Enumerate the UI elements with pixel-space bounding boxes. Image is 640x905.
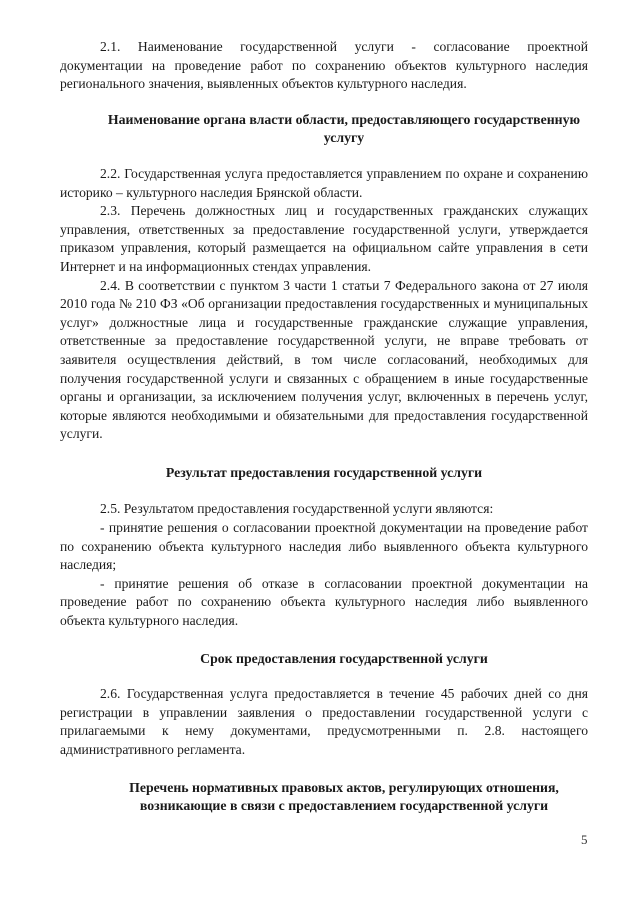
paragraph-2-5-item-refusal: - принятие решения об отказе в согласовании проектной документации на проведение работ по сохранению объекта культурного наследия либо выявленного объекта культурного наследия. xyxy=(60,575,588,629)
paragraph-2-3: 2.3. Перечень должностных лиц и государственных гражданских служащих управления, ответственных за предоставление государственной услуги, утверждается приказом управления, который размещается на официальном сайте управления в сети Интернет и на информационных стендах управления. xyxy=(60,203,588,274)
heading-term: Срок предоставления государственной услуги xyxy=(200,650,488,666)
heading-legal-acts: Перечень нормативных правовых актов, регулирующих отношения, возникающие в связи с предоставлением государственной услуги xyxy=(129,779,559,814)
heading-result: Результат предоставления государственной услуги xyxy=(165,464,483,480)
paragraph-2-2: 2.2. Государственная услуга предоставляется управлением по охране и сохранению историко – культурного наследия Брянской области. xyxy=(60,165,588,200)
paragraph-2-6: 2.6. Государственная услуга предоставляется в течение 45 рабочих дней со дня регистрации в управлении заявления о предоставлении государственной услуги с прилагаемыми к нему документами, предусмотренными п. 2.8. настоящего административного регламента. xyxy=(60,686,588,757)
paragraph-2-1: 2.1. Наименование государственной услуги - согласование проектной документации на проведение работ по сохранению объектов культурного наследия регионального значения, выявленных объектов культурного наследия. xyxy=(60,39,588,92)
paragraph-2-5-item-approval: - принятие решения о согласовании проектной документации на проведение работ по сохранению объекта культурного наследия либо выявленного объекта культурного наследия; xyxy=(60,520,588,573)
heading-authority: Наименование органа власти области, предоставляющего государственную услугу xyxy=(107,111,581,146)
document-page xyxy=(60,38,588,816)
paragraph-2-5: 2.5. Результатом предоставления государственной услуги являются: xyxy=(100,501,494,517)
page-number: 5 xyxy=(581,832,588,847)
paragraph-2-4: 2.4. В соответствии с пунктом 3 части 1 статьи 7 Федерального закона от 27 июля 2010 года № 210 ФЗ «Об организации предоставления государственных и муниципальных услуг» должностные лица и государственные гражданские служащие управления, ответственные за предоставление государственной услуги, не вправе требовать от заявителя осуществления действий, в том числе согласований, необходимых для получения государственной услуги и связанных с обращением в иные государственные органы и организации, за исключением получения услуг, включенных в перечень услуг, которые являются необходимыми и обязательными для предоставления государственной услуги. xyxy=(60,277,588,442)
